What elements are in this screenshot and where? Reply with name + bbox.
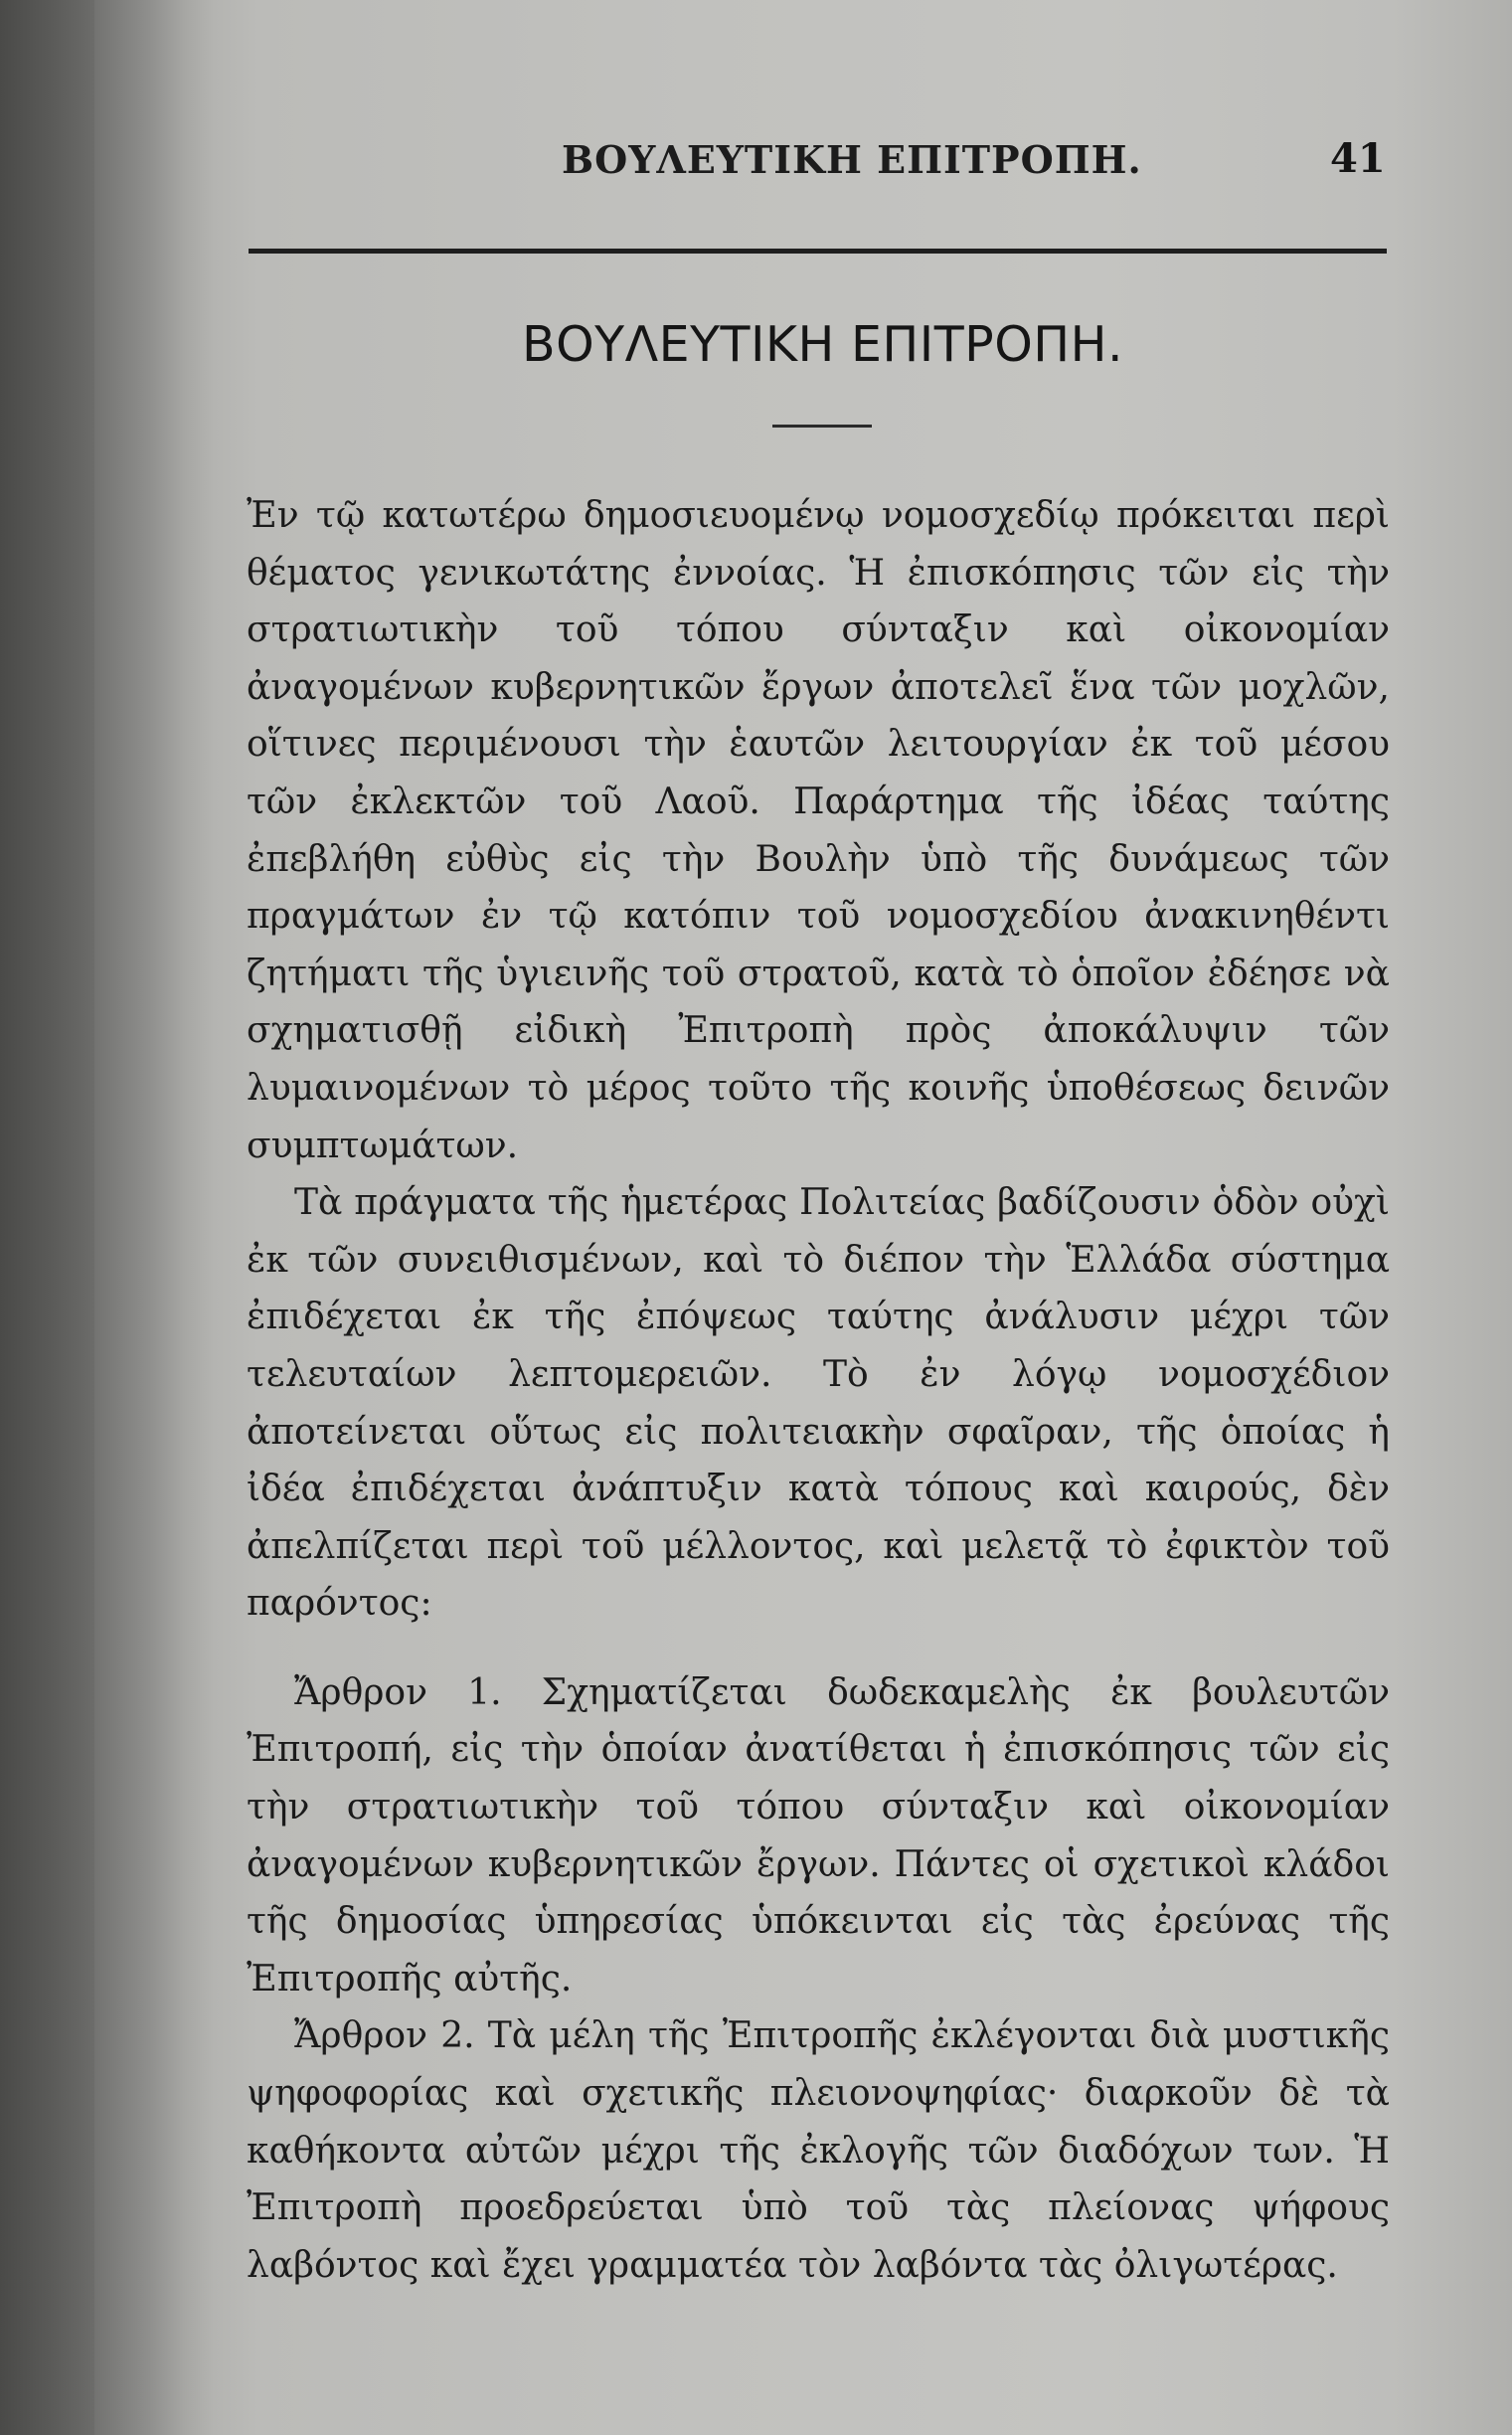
book-spine-shadow (0, 0, 94, 2435)
paragraph-article-1: Ἄρθρον 1. Σχηματίζεται δωδεκαμελὴς ἐκ βουλευτῶν Ἐπιτροπή, εἰς τὴν ὁποίαν ἀνατίθεται ἡ ἐπισκόπησις τῶν εἰς τὴν στρατιωτικὴν τοῦ τόπου σύνταξιν καὶ οἰκονομίαν ἀναγομένων κυβερνητικῶν ἔργων. Πάντες οἱ σχετικοὶ κλάδοι τῆς δημοσίας ὑπηρεσίας ὑπόκεινται εἰς τὰς ἐρεύνας τῆς Ἐπιτροπῆς αὐτῆς. (247, 1671, 1390, 2000)
body-text (247, 487, 1390, 2294)
paragraph-article-2: Ἄρθρον 2. Τὰ μέλη τῆς Ἐπιτροπῆς ἐκλέγονται διὰ μυστικῆς ψηφοφορίας καὶ σχετικῆς πλειονοψηφίας· διαρκοῦν δὲ τὰ καθήκοντα αὐτῶν μέχρι τῆς ἐκλογῆς τῶν διαδόχων των. Ἡ Ἐπιτροπὴ προεδρεύεται ὑπὸ τοῦ τὰς πλείονας ψήφους λαβόντος καὶ ἔχει γραμματέα τὸν λαβόντα τὰς ὀλιγωτέρας. (247, 2015, 1390, 2286)
running-head: ΒΟΥΛΕΥΤΙΚΗ ΕΠΙΤΡΟΠΗ. (562, 137, 1142, 182)
header-rule (249, 249, 1387, 254)
paragraph-intro: Ἐν τῷ κατωτέρω δημοσιευομένῳ νομοσχεδίῳ πρόκειται περὶ θέματος γενικωτάτης ἐννοίας. Ἡ ἐπισκόπησις τῶν εἰς τὴν στρατιωτικὴν τοῦ τόπου σύνταξιν καὶ οἰκονομίαν ἀναγομένων κυβερνητικῶν ἔργων ἀποτελεῖ ἕνα τῶν μοχλῶν, οἵτινες περιμένουσι τὴν ἑαυτῶν λειτουργίαν ἐκ τοῦ μέσου τῶν ἐκλεκτῶν τοῦ Λαοῦ. Παράρτημα τῆς ἰδέας ταύτης ἐπεβλήθη εὐθὺς εἰς τὴν Βουλὴν ὑπὸ τῆς δυνάμεως τῶν πραγμάτων ἐν τῷ κατόπιν τοῦ νομοσχεδίου ἀνακινηθέντι ζητήματι τῆς ὑγιεινῆς τοῦ στρατοῦ, κατὰ τὸ ὁποῖον ἐδέησε νὰ σχηματισθῇ εἰδικὴ Ἐπιτροπὴ πρὸς ἀποκάλυψιν τῶν λυμαινομένων τὸ μέρος τοῦτο τῆς κοινῆς ὑποθέσεως δεινῶν συμπτωμάτων. (247, 495, 1390, 1166)
section-title: ΒΟΥΛΕΥΤΙΚΗ ΕΠΙΤΡΟΠΗ. (522, 316, 1124, 373)
paragraph-commentary: Τὰ πράγματα τῆς ἡμετέρας Πολιτείας βαδίζουσιν ὁδὸν οὐχὶ ἐκ τῶν συνειθισμένων, καὶ τὸ διέπον τὴν Ἑλλάδα σύστημα ἐπιδέχεται ἐκ τῆς ἐπόψεως ταύτης ἀνάλυσιν μέχρι τῶν τελευταίων λεπτομερειῶν. Τὸ ἐν λόγῳ νομοσχέδιον ἀποτείνεται οὕτως εἰς πολιτειακὴν σφαῖραν, τῆς ὁποίας ἡ ἰδέα ἐπιδέχεται ἀνάπτυξιν κατὰ τόπους καὶ καιρούς, δὲν ἀπελπίζεται περὶ τοῦ μέλλοντος, καὶ μελετᾷ τὸ ἐφικτὸν τοῦ παρόντος: (247, 1182, 1390, 1625)
title-rule (772, 425, 872, 428)
page-number: 41 (1330, 135, 1386, 182)
